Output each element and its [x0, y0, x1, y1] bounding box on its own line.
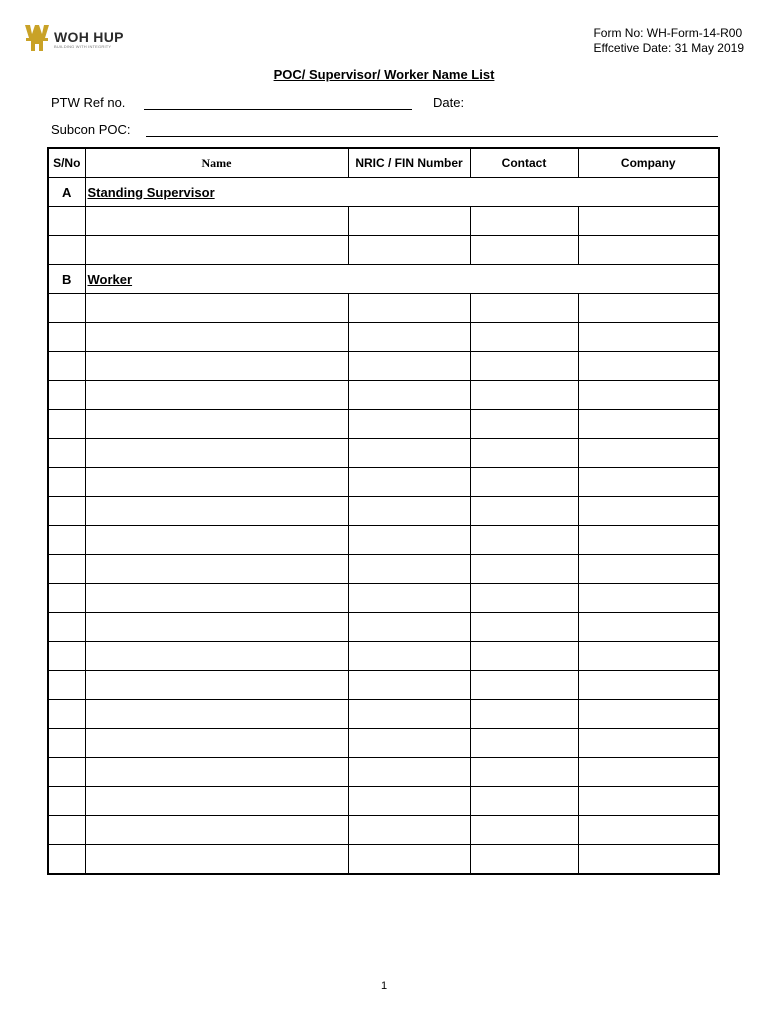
contact-cell[interactable]: [470, 816, 578, 845]
table-row: [48, 352, 719, 381]
company-cell[interactable]: [578, 584, 719, 613]
name-cell[interactable]: [85, 816, 348, 845]
table-row: [48, 381, 719, 410]
table-row: [48, 787, 719, 816]
contact-cell[interactable]: [470, 613, 578, 642]
company-cell[interactable]: [578, 236, 719, 265]
contact-cell[interactable]: [470, 555, 578, 584]
nric-cell[interactable]: [348, 671, 470, 700]
table-row: [48, 207, 719, 236]
sno-cell[interactable]: [48, 787, 85, 816]
contact-cell[interactable]: [470, 468, 578, 497]
name-cell[interactable]: [85, 294, 348, 323]
company-cell[interactable]: [578, 526, 719, 555]
table-row: [48, 323, 719, 352]
name-cell[interactable]: [85, 700, 348, 729]
sno-cell[interactable]: [48, 758, 85, 787]
effective-date: Effcetive Date: 31 May 2019: [593, 41, 744, 55]
nric-cell[interactable]: [348, 410, 470, 439]
subcon-poc-input-line[interactable]: [146, 136, 718, 137]
nric-cell[interactable]: [348, 207, 470, 236]
form-meta: [593, 26, 744, 56]
sno-cell[interactable]: [48, 671, 85, 700]
company-cell[interactable]: [578, 758, 719, 787]
contact-cell[interactable]: [470, 758, 578, 787]
name-cell[interactable]: [85, 758, 348, 787]
company-cell[interactable]: [578, 497, 719, 526]
brand-tagline: BUILDING WITH INTEGRITY: [54, 44, 112, 49]
sno-cell[interactable]: [48, 845, 85, 875]
section-letter: A: [48, 178, 85, 207]
form-title-text: POC/ Supervisor/ Worker Name List: [273, 67, 495, 82]
table-row: [48, 642, 719, 671]
contact-cell[interactable]: [470, 584, 578, 613]
company-cell[interactable]: [578, 207, 719, 236]
sno-cell[interactable]: [48, 700, 85, 729]
name-cell[interactable]: [85, 613, 348, 642]
sno-cell[interactable]: [48, 729, 85, 758]
subcon-poc-label: Subcon POC:: [51, 122, 131, 137]
table-row: [48, 236, 719, 265]
contact-cell[interactable]: [470, 410, 578, 439]
contact-cell[interactable]: [470, 642, 578, 671]
contact-cell[interactable]: [470, 439, 578, 468]
table-row: [48, 294, 719, 323]
company-cell[interactable]: [578, 671, 719, 700]
table-row: [48, 584, 719, 613]
contact-cell[interactable]: [470, 207, 578, 236]
sno-cell[interactable]: [48, 468, 85, 497]
contact-cell[interactable]: [470, 352, 578, 381]
ptw-ref-input-line[interactable]: [144, 109, 412, 110]
contact-cell[interactable]: [470, 323, 578, 352]
woh-hup-logo-icon: [24, 24, 50, 52]
name-cell[interactable]: [85, 671, 348, 700]
nric-cell[interactable]: [348, 816, 470, 845]
company-cell[interactable]: [578, 381, 719, 410]
company-cell[interactable]: [578, 439, 719, 468]
nric-cell[interactable]: [348, 381, 470, 410]
nric-cell[interactable]: [348, 236, 470, 265]
name-cell[interactable]: [85, 497, 348, 526]
contact-cell[interactable]: [470, 381, 578, 410]
contact-cell[interactable]: [470, 294, 578, 323]
nric-cell[interactable]: [348, 700, 470, 729]
table-row: [48, 671, 719, 700]
company-cell[interactable]: [578, 787, 719, 816]
nric-cell[interactable]: [348, 555, 470, 584]
sno-cell[interactable]: [48, 236, 85, 265]
name-cell[interactable]: [85, 207, 348, 236]
col-header-name: Name: [85, 148, 348, 178]
name-cell[interactable]: [85, 555, 348, 584]
table-row: [48, 555, 719, 584]
company-cell[interactable]: [578, 352, 719, 381]
name-cell[interactable]: [85, 381, 348, 410]
section-label: Worker: [85, 265, 719, 294]
sno-cell[interactable]: [48, 439, 85, 468]
table-row: [48, 497, 719, 526]
company-cell[interactable]: [578, 729, 719, 758]
sno-cell[interactable]: [48, 410, 85, 439]
nric-cell[interactable]: [348, 497, 470, 526]
section-row: [48, 178, 719, 207]
contact-cell[interactable]: [470, 497, 578, 526]
col-header-company: Company: [578, 148, 719, 178]
company-cell[interactable]: [578, 323, 719, 352]
col-header-contact: Contact: [470, 148, 578, 178]
nric-cell[interactable]: [348, 845, 470, 875]
name-cell[interactable]: [85, 323, 348, 352]
table-body: [48, 178, 719, 875]
table-row: [48, 410, 719, 439]
contact-cell[interactable]: [470, 787, 578, 816]
name-list-table: [47, 147, 720, 875]
sno-cell[interactable]: [48, 207, 85, 236]
table-row: [48, 845, 719, 875]
nric-cell[interactable]: [348, 526, 470, 555]
sno-cell[interactable]: [48, 294, 85, 323]
company-cell[interactable]: [578, 410, 719, 439]
sno-cell[interactable]: [48, 555, 85, 584]
nric-cell[interactable]: [348, 642, 470, 671]
col-header-nric: NRIC / FIN Number: [348, 148, 470, 178]
nric-cell[interactable]: [348, 787, 470, 816]
contact-cell[interactable]: [470, 845, 578, 875]
company-cell[interactable]: [578, 468, 719, 497]
contact-cell[interactable]: [470, 236, 578, 265]
name-cell[interactable]: [85, 410, 348, 439]
name-cell[interactable]: [85, 787, 348, 816]
date-label: Date:: [433, 95, 465, 110]
name-cell[interactable]: [85, 642, 348, 671]
sno-cell[interactable]: [48, 613, 85, 642]
company-cell[interactable]: [578, 294, 719, 323]
table-row: [48, 526, 719, 555]
nric-cell[interactable]: [348, 323, 470, 352]
sno-cell[interactable]: [48, 323, 85, 352]
table-row: [48, 816, 719, 845]
sno-cell[interactable]: [48, 352, 85, 381]
section-letter: B: [48, 265, 85, 294]
name-cell[interactable]: [85, 236, 348, 265]
nric-cell[interactable]: [348, 758, 470, 787]
table-row: [48, 468, 719, 497]
section-label: Standing Supervisor: [85, 178, 719, 207]
contact-cell[interactable]: [470, 700, 578, 729]
table-row: [48, 700, 719, 729]
nric-cell[interactable]: [348, 294, 470, 323]
name-cell[interactable]: [85, 584, 348, 613]
form-number: Form No: WH-Form-14-R00: [593, 26, 743, 40]
table-header-row: [48, 148, 719, 178]
company-cell[interactable]: [578, 845, 719, 875]
company-logo: [24, 24, 154, 56]
sno-cell[interactable]: [48, 381, 85, 410]
contact-cell[interactable]: [470, 729, 578, 758]
nric-cell[interactable]: [348, 729, 470, 758]
company-cell[interactable]: [578, 613, 719, 642]
name-cell[interactable]: [85, 439, 348, 468]
name-cell[interactable]: [85, 729, 348, 758]
form-title: [0, 67, 768, 82]
sno-cell[interactable]: [48, 526, 85, 555]
sno-cell[interactable]: [48, 642, 85, 671]
ptw-ref-label: PTW Ref no.: [51, 95, 126, 110]
name-cell[interactable]: [85, 468, 348, 497]
nric-cell[interactable]: [348, 584, 470, 613]
nric-cell[interactable]: [348, 468, 470, 497]
name-cell[interactable]: [85, 845, 348, 875]
contact-cell[interactable]: [470, 526, 578, 555]
nric-cell[interactable]: [348, 352, 470, 381]
company-cell[interactable]: [578, 816, 719, 845]
nric-cell[interactable]: [348, 439, 470, 468]
brand-name: WOH HUP: [54, 29, 124, 45]
table-row: [48, 439, 719, 468]
name-cell[interactable]: [85, 352, 348, 381]
nric-cell[interactable]: [348, 613, 470, 642]
company-cell[interactable]: [578, 700, 719, 729]
sno-cell[interactable]: [48, 816, 85, 845]
table-row: [48, 758, 719, 787]
page-number: 1: [380, 980, 388, 992]
contact-cell[interactable]: [470, 671, 578, 700]
section-row: [48, 265, 719, 294]
table-row: [48, 613, 719, 642]
sno-cell[interactable]: [48, 584, 85, 613]
table-row: [48, 729, 719, 758]
sno-cell[interactable]: [48, 497, 85, 526]
company-cell[interactable]: [578, 555, 719, 584]
col-header-sno: S/No: [48, 148, 85, 178]
name-cell[interactable]: [85, 526, 348, 555]
company-cell[interactable]: [578, 642, 719, 671]
